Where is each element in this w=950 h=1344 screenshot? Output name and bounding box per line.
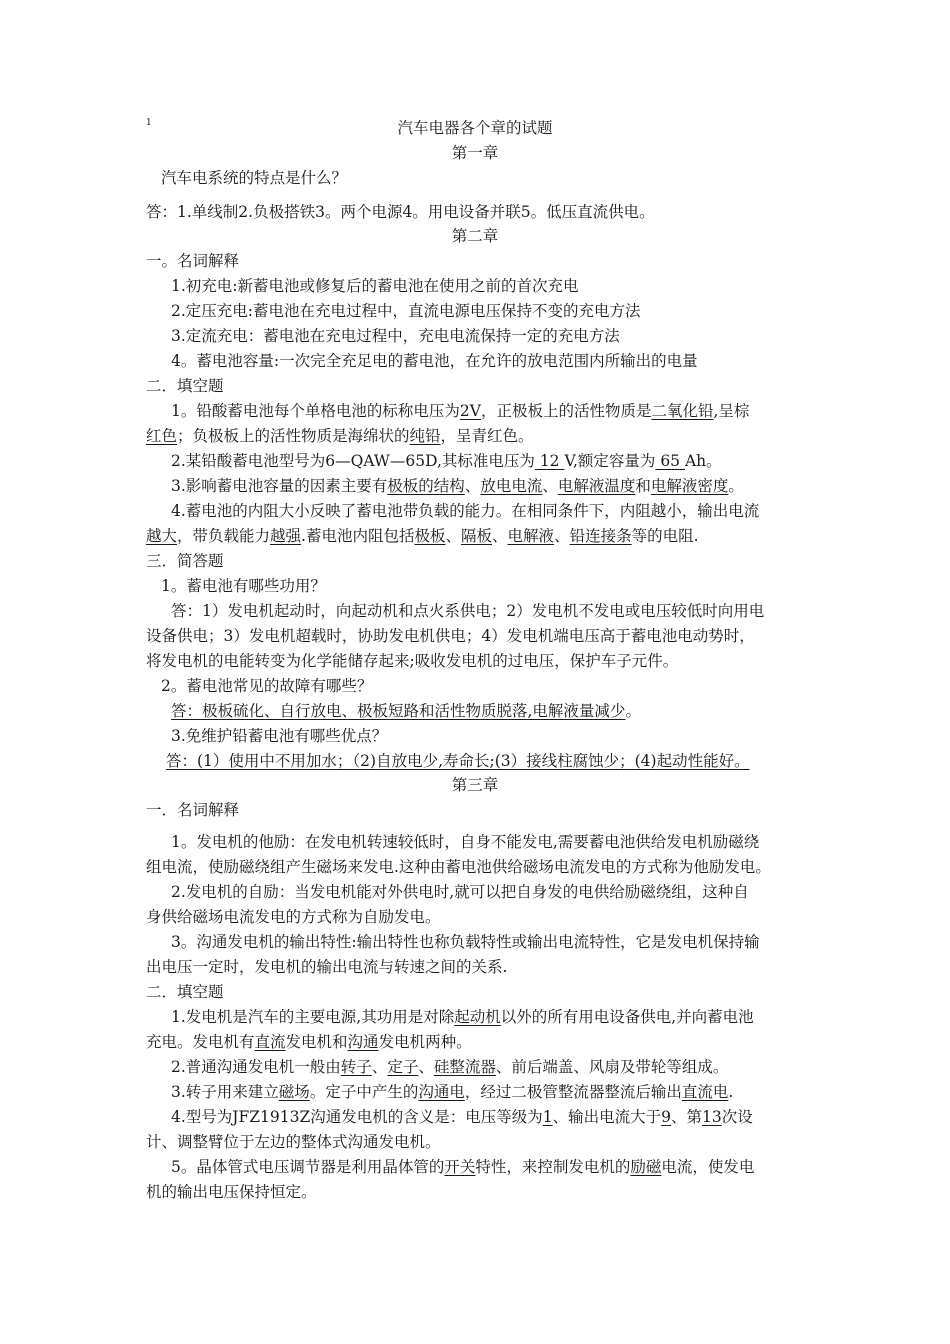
text: .蓄电池内阻包括 xyxy=(301,527,415,545)
text: 发电机两种。 xyxy=(378,1033,472,1051)
text: 、 xyxy=(554,527,570,545)
text: ，带负载能力 xyxy=(177,527,271,545)
ch2-fill-1-line-2 xyxy=(146,424,534,448)
answer-blank: 越强 xyxy=(270,527,302,545)
text: 。定子中产生的 xyxy=(309,1083,419,1101)
ch2-a2 xyxy=(171,699,641,723)
ch2-fill-3 xyxy=(171,474,744,498)
answer-blank: 1 xyxy=(542,1108,553,1126)
ch3-def-3-line-2: 出电压一定时，发电机的输出电流与转速之间的关系. xyxy=(146,958,508,976)
chapter-3-heading: 第三章 xyxy=(451,776,499,794)
chapter-1-heading: 第一章 xyxy=(451,144,499,162)
text: Ah。 xyxy=(684,452,722,470)
text: 1.发电机是汽车的主要电源,其功用是对除 xyxy=(171,1008,455,1026)
ch2-a1-line-3: 将发电机的电能转变为化学能储存起来;吸收发电机的过电压，保护车子元件。 xyxy=(146,652,679,670)
text: ，呈青红色。 xyxy=(440,427,534,445)
answer-blank: 9 xyxy=(661,1108,672,1126)
ch3-def-1-line-1: 1。发电机的他励：在发电机转速较低时，自身不能发电,需要蓄电池供给发电机励磁绕 xyxy=(171,833,760,851)
ch3-fill-2 xyxy=(171,1055,728,1079)
text: 以外的所有用电设备供电,并向蓄电池 xyxy=(500,1008,754,1026)
answer-blank: 沟通 xyxy=(347,1033,379,1051)
answer-blank: 越大 xyxy=(146,527,178,545)
text: 、 xyxy=(542,477,558,495)
ch3-section-fill: 二．填空题 xyxy=(146,983,224,1001)
text: V,额定容量为 xyxy=(564,452,656,470)
answer-blank: 开关 xyxy=(444,1158,476,1176)
answer-blank: 直流电 xyxy=(681,1083,729,1101)
answer-blank: 放电电流 xyxy=(480,477,543,495)
ch2-q3: 3.免维护铅蓄电池有哪些优点？ xyxy=(171,727,388,745)
answer-blank: 极板 xyxy=(414,527,446,545)
answer-blank: 12 xyxy=(534,452,565,470)
answer-blank: 隔板 xyxy=(461,527,493,545)
ch2-section-fill: 二．填空题 xyxy=(146,377,224,395)
ch3-def-2-line-2: 身供给磁场电流发电的方式称为自励发电。 xyxy=(146,908,441,926)
text: 电流，使发电 xyxy=(661,1158,755,1176)
text: 。 xyxy=(625,702,641,720)
ch3-fill-4-line-1 xyxy=(171,1105,753,1129)
text: 充电。发电机有 xyxy=(146,1033,255,1051)
page-number: 1 xyxy=(146,118,152,128)
answer-blank: 极板的结构 xyxy=(387,477,465,495)
text: 3.影响蓄电池容量的因素主要有 xyxy=(171,477,388,495)
text: 3.转子用来建立 xyxy=(171,1083,279,1101)
answer-blank: 电解液密度 xyxy=(650,477,729,495)
ch2-a1-line-1: 答：1）发电机起动时，向起动机和点火系供电；2）发电机不发电或电压较低时向用电 xyxy=(171,602,765,620)
text: . xyxy=(728,1083,734,1101)
answer-blank: 定子 xyxy=(387,1058,419,1076)
text: 等的电阻. xyxy=(631,527,699,545)
text: 次设 xyxy=(721,1108,753,1126)
ch2-fill-2 xyxy=(171,449,722,473)
answer-blank: 铅连接条 xyxy=(569,527,632,545)
answer-blank: 红色 xyxy=(146,427,178,445)
ch2-section-definitions: 一。名词解释 xyxy=(146,252,240,270)
ch2-def-1: 1.初充电:新蓄电池或修复后的蓄电池在使用之前的首次充电 xyxy=(171,277,579,295)
ch2-def-3: 3.定流充电：蓄电池在充电过程中，充电电流保持一定的充电方法 xyxy=(171,327,620,345)
ch2-fill-4-line-1: 4.蓄电池的内阻大小反映了蓄电池带负载的能力。在相同条件下，内阻越小，输出电流 xyxy=(171,502,760,520)
text: 2.普通沟通发电机一般由 xyxy=(171,1058,341,1076)
text: 、 xyxy=(492,527,508,545)
answer-blank: 硅整流器 xyxy=(433,1058,496,1076)
text: ，正极板上的活性物质是 xyxy=(480,402,652,420)
ch1-answer: 答：1.单线制2.负极搭铁3。两个电源4。用电设备并联5。低压直流供电。 xyxy=(146,203,655,221)
ch2-fill-1-line-1 xyxy=(171,399,749,423)
ch2-q1: 1。蓄电池有哪些功用？ xyxy=(161,577,326,595)
text: 2.某铅酸蓄电池型号为6—QAW—65D,其标准电压为 xyxy=(171,452,535,470)
text: 、第 xyxy=(671,1108,703,1126)
answer-blank: 转子 xyxy=(340,1058,372,1076)
text: 、 xyxy=(418,1058,434,1076)
text: 1。铅酸蓄电池每个单格电池的标称电压为 xyxy=(171,402,460,420)
ch2-section-short-answer: 三．简答题 xyxy=(146,552,224,570)
text: 5。晶体管式电压调节器是利用晶体管的 xyxy=(171,1158,445,1176)
answer-blank: 2V xyxy=(459,402,481,420)
text: 、输出电流大于 xyxy=(552,1108,662,1126)
ch1-question: 汽车电系统的特点是什么？ xyxy=(161,169,348,187)
text: 、前后端盖、风扇及带轮等组成。 xyxy=(495,1058,729,1076)
ch3-fill-1-line-1 xyxy=(171,1005,754,1029)
ch3-fill-5-line-1 xyxy=(171,1155,754,1179)
text: 特性，来控制发电机的 xyxy=(475,1158,631,1176)
text: ,呈棕 xyxy=(713,402,750,420)
text: ，经过二极管整流器整流后输出 xyxy=(464,1083,682,1101)
ch3-section-definitions: 一．名词解释 xyxy=(146,801,240,819)
answer-blank: 纯铅 xyxy=(409,427,441,445)
text: 、 xyxy=(445,527,462,545)
ch2-a1-line-2: 设备供电；3）发电机超载时，协助发电机供电；4）发电机端电压高于蓄电池电动势时， xyxy=(146,627,755,645)
answer-blank: 电解液 xyxy=(507,527,555,545)
chapter-2-heading: 第二章 xyxy=(451,227,499,245)
ch3-fill-4-line-2: 计、调整臂位于左边的整体式沟通发电机。 xyxy=(146,1133,441,1151)
ch3-def-1-line-2: 组电流，使励磁绕组产生磁场来发电.这种由蓄电池供给磁场电流发电的方式称为他励发电。 xyxy=(146,858,771,876)
ch3-def-3-line-1: 3。沟通发电机的输出特性:输出特性也称负载特性或输出电流特性，它是发电机保持输 xyxy=(171,933,760,951)
answer-underlined: 答：极板硫化、自行放电、极板短路和活性物质脱落,电解液量减少 xyxy=(171,702,626,720)
text: 4.型号为JFZ1913Z沟通发电机的含义是：电压等级为 xyxy=(171,1108,543,1126)
text: 。 xyxy=(728,477,744,495)
text: 、 xyxy=(464,477,481,495)
document-title: 汽车电器各个章的试题 xyxy=(397,119,553,137)
answer-blank: 起动机 xyxy=(454,1008,501,1026)
answer-blank: 沟通电 xyxy=(418,1083,465,1101)
ch2-fill-4-line-2 xyxy=(146,524,699,548)
ch3-fill-5-line-2: 机的输出电压保持恒定。 xyxy=(146,1183,317,1201)
ch2-a3: 答：(1）使用中不用加水；（2)自放电少,寿命长;(3）接线柱腐蚀少；(4)起动性能好。 xyxy=(166,752,750,770)
text: ；负极板上的活性物质是海绵状的 xyxy=(177,427,410,445)
ch2-q2: 2。蓄电池常见的故障有哪些？ xyxy=(161,677,373,695)
ch3-fill-3 xyxy=(171,1080,733,1104)
ch3-fill-1-line-2 xyxy=(146,1030,472,1054)
answer-blank: 磁场 xyxy=(278,1083,310,1101)
text: 、 xyxy=(371,1058,388,1076)
text: 发电机和 xyxy=(285,1033,348,1051)
answer-blank: 13 xyxy=(702,1108,722,1126)
answer-blank: 二氧化铅 xyxy=(651,402,714,420)
answer-blank: 65 xyxy=(655,452,685,470)
ch2-def-4: 4。蓄电池容量:一次完全充足电的蓄电池，在允许的放电范围内所输出的电量 xyxy=(171,352,698,370)
text: 和 xyxy=(635,477,651,495)
answer-blank: 励磁 xyxy=(630,1158,662,1176)
answer-blank: 直流 xyxy=(254,1033,286,1051)
ch3-def-2-line-1: 2.发电机的自励：当发电机能对外供电时,就可以把自身发的电供给励磁绕组，这种自 xyxy=(171,883,749,901)
ch2-def-2: 2.定压充电:蓄电池在充电过程中，直流电源电压保持不变的充电方法 xyxy=(171,302,641,320)
answer-blank: 电解液温度 xyxy=(557,477,636,495)
